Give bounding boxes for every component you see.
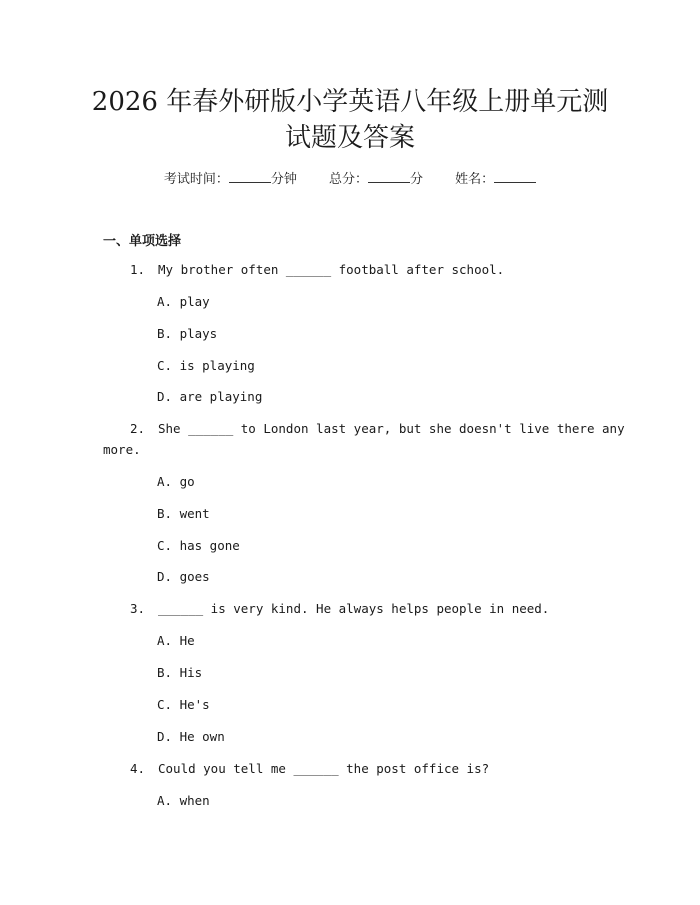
question-4-option-a: A. when xyxy=(157,793,210,808)
exam-time-blank xyxy=(229,171,271,183)
question-3-option-a: A. He xyxy=(157,633,195,648)
question-2-option-c: C. has gone xyxy=(157,538,240,553)
question-number: 1. xyxy=(130,262,146,277)
document-title-line1: 2026 年春外研版小学英语八年级上册单元测 xyxy=(91,87,609,117)
student-name-field xyxy=(455,168,536,187)
question-1-option-d: D. are playing xyxy=(157,389,263,404)
question-2-continuation: more. xyxy=(103,442,141,457)
exam-time-unit: 分钟 xyxy=(270,172,297,187)
question-text: Could you tell me ______ the post office is? xyxy=(158,761,490,776)
exam-time-field xyxy=(164,168,297,187)
document-title-line2: 试题及答案 xyxy=(284,123,415,153)
question-2-option-a: A. go xyxy=(157,474,195,489)
student-name-blank xyxy=(494,171,536,183)
total-score-unit: 分 xyxy=(410,172,424,187)
question-number: 2. xyxy=(130,421,146,436)
total-score-label: 总分： xyxy=(328,172,368,187)
question-number: 3. xyxy=(130,601,146,616)
total-score-blank xyxy=(368,171,410,183)
student-name-label: 姓名： xyxy=(455,172,495,187)
question-4 xyxy=(130,761,489,777)
question-1-option-a: A. play xyxy=(157,294,210,309)
question-3-option-d: D. He own xyxy=(157,729,225,744)
exam-time-label: 考试时间： xyxy=(163,172,229,187)
question-2 xyxy=(130,421,625,437)
question-text: My brother often ______ football after school. xyxy=(158,262,505,277)
section-title: 一、单项选择 xyxy=(103,234,182,249)
question-2-option-b: B. went xyxy=(157,506,210,521)
question-1 xyxy=(130,262,504,278)
question-1-option-c: C. is playing xyxy=(157,358,255,373)
question-3-option-c: C. He's xyxy=(157,697,210,712)
question-3 xyxy=(130,601,549,617)
question-text: ______ is very kind. He always helps people in need. xyxy=(158,601,550,616)
exam-info-line xyxy=(0,168,700,187)
question-number: 4. xyxy=(130,761,146,776)
question-text: She ______ to London last year, but she doesn't live there any xyxy=(158,421,625,436)
question-3-option-b: B. His xyxy=(157,665,203,680)
total-score-field xyxy=(329,168,423,187)
question-2-option-d: D. goes xyxy=(157,569,210,584)
question-1-option-b: B. plays xyxy=(157,326,218,341)
